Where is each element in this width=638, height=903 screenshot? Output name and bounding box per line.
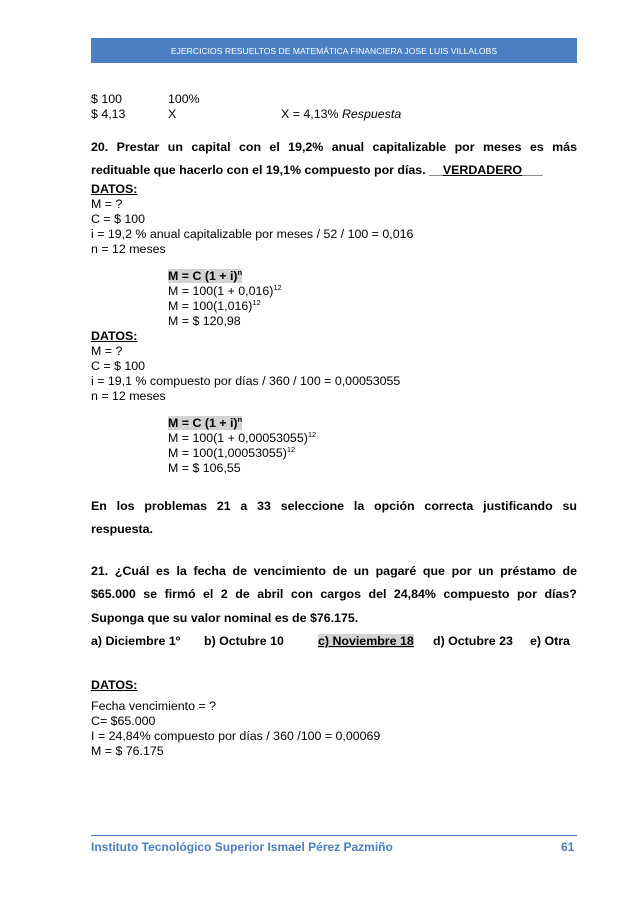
problem-20-line-2-text: redituable que hacerlo con el 19,1% compuesto por días. __ [91,163,443,177]
footer-institution: Instituto Tecnológico Superior Ismael Pérez Pazmiño [91,840,393,854]
word: la [176,564,187,578]
datos-2-m: M = ? [91,344,123,358]
page-header [91,38,577,63]
datos-2-result: M = $ 106,55 [168,461,241,475]
word: justificando [483,499,553,513]
datos-3-fecha: Fecha vencimiento = ? [91,699,217,713]
option-c [318,634,414,648]
word: meses [482,140,522,154]
datos-1-step-2 [168,299,261,313]
datos-2-formula-box [168,416,242,430]
word: problemas [144,499,208,513]
option-d: d) Octubre 23 [433,634,513,648]
word: 20. [91,140,109,154]
word: 21. [91,564,109,578]
word: pagaré [375,564,417,578]
word: firmó [164,587,196,601]
header-title: EJERCICIOS RESUELTOS DE MATEMÁTICA FINANCIERA JOSE LUIS VILLALOBS [170,45,498,56]
problem-21-line-2 [91,587,577,601]
datos-3-title: DATOS: [91,678,138,692]
option-e: e) Otra [530,634,570,648]
datos-2-step-1-base: M = 100(1 + 0,00053055) [168,431,308,445]
word: los [116,499,135,513]
datos-1-i: i = 19,2 % anual capitalizable por meses / 52 / 100 = 0,016 [91,227,414,241]
word: opción [374,499,415,513]
datos-2-step-2-exp: 12 [286,444,296,454]
word: días? [544,587,577,601]
datos-2-n: n = 12 meses [91,389,166,403]
word: anual [331,140,365,154]
datos-2-step-2-base: M = 100(1,00053055) [168,446,287,460]
datos-1-step-1-exp: 12 [273,282,282,292]
datos-2-step-1-exp: 12 [307,429,317,439]
datos-1-step-2-base: M = 100(1,016) [168,299,253,313]
word: correcta [424,499,474,513]
table-row-2-col-a: $ 4,13 [91,107,126,121]
word: por [451,564,472,578]
problem-20-line-1 [91,140,577,154]
word: 19,2% [288,140,324,154]
word: de [232,564,247,578]
datos-1-m: M = ? [91,197,123,211]
word: 2 [220,587,228,601]
option-a: a) Diciembre 1º [91,634,181,648]
instructions-line-2: respuesta. [91,522,153,536]
datos-1-step-1-base: M = 100(1 + 0,016) [168,284,274,298]
word: con [238,140,262,154]
word: Prestar [116,140,160,154]
datos-1-result: M = $ 120,98 [168,314,241,328]
word: vencimiento [253,564,326,578]
datos-2-formula-base: M = C (1 + i) [168,416,238,430]
table-row-2-prefix: X = 4,13% [281,107,342,121]
word: de [562,564,577,578]
datos-1-n: n = 12 meses [91,242,166,256]
footer-page-number: 61 [561,840,575,854]
datos-2-i: i = 19,1 % compuesto por días / 360 / 100 = 0,00053055 [91,374,401,388]
word: cargos [320,587,362,601]
word: del [368,587,387,601]
word: su [562,499,577,513]
word: es [156,564,170,578]
datos-1-step-1 [168,284,282,298]
word: préstamo [500,564,556,578]
datos-2-title: DATOS: [91,329,138,343]
word: a [240,499,248,513]
word: abril [257,587,284,601]
word: seleccione [280,499,345,513]
datos-3-c: C= $65.000 [91,714,156,728]
word: 24,84% [393,587,436,601]
table-row-1-col-b: 100% [168,92,200,106]
word: la [353,499,365,513]
word: 21 [216,499,231,513]
datos-2-formula [168,416,242,430]
option-b: b) Octubre 10 [204,634,284,648]
word: En [91,499,107,513]
word: ¿Cuál [114,564,150,578]
problem-21-line-3: Suponga que su valor nominal es de $76.175. [91,611,359,625]
instructions-line-1 [91,499,577,513]
datos-1-formula-box [168,269,242,283]
word: se [143,587,158,601]
table-row-2-italic: Respuesta [341,107,402,121]
footer-divider [91,835,577,836]
datos-1-c: C = $ 100 [91,212,146,226]
datos-2-c: C = $ 100 [91,359,146,373]
word: capital [191,140,231,154]
datos-1-formula-base: M = C (1 + i) [168,269,238,283]
word: de [332,564,348,578]
problem-20-line-2 [91,163,543,177]
word: que [422,564,445,578]
datos-3-i: I = 24,84% compuesto por días / 360 /100 = 0,00069 [91,729,381,743]
word: por [516,587,537,601]
word: el [269,140,280,154]
word: es [529,140,544,154]
word: un [353,564,369,578]
word: compuesto [443,587,510,601]
word: un [167,140,183,154]
word: fecha [193,564,226,578]
problem-20-answer: VERDADERO [442,163,523,177]
datos-1-title: DATOS: [91,182,138,196]
word: un [478,564,494,578]
problem-21-line-1 [91,564,577,578]
datos-2-step-2 [168,446,295,460]
word: por [454,140,475,154]
table-row-2-col-c [281,107,401,121]
word: el [203,587,214,601]
word: con [290,587,313,601]
table-row-1-col-a: $ 100 [91,92,123,106]
word: capitalizable [372,140,447,154]
word: más [552,140,577,154]
datos-1-formula-exp: n [237,267,243,277]
table-row-2-col-b: X [168,107,177,121]
datos-2-step-1 [168,431,316,445]
word: $65.000 [91,587,136,601]
problem-20-line-2-tail: ___ [522,163,543,177]
word: 33 [257,499,271,513]
datos-3-m: M = $ 76.175 [91,744,164,758]
datos-2-formula-exp: n [237,414,243,424]
datos-1-formula [168,269,242,283]
word: de [235,587,250,601]
option-c-highlight: c) Noviembre 18 [318,634,414,648]
datos-1-step-2-exp: 12 [252,297,261,307]
